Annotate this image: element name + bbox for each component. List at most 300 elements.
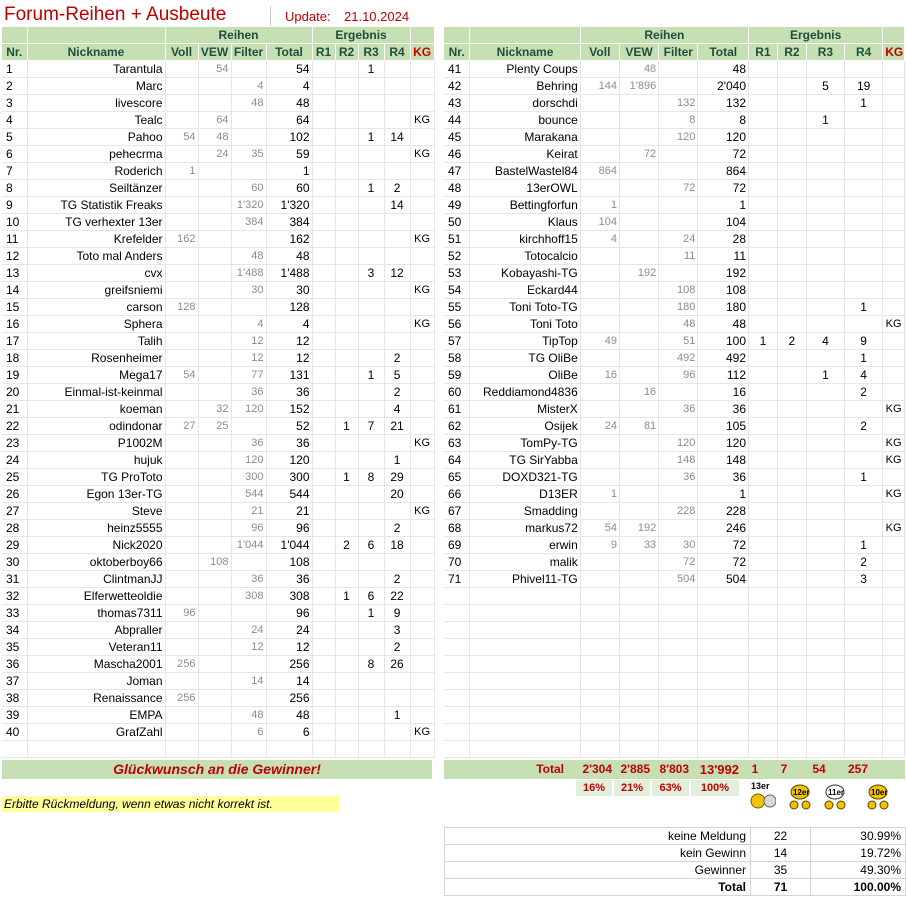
col-r3: R3: [806, 44, 844, 61]
row-voll: 16: [580, 367, 619, 384]
row-r3: [358, 299, 384, 316]
group-ergebnis-header: Ergebnis: [312, 27, 410, 44]
row-vew: [198, 384, 231, 401]
table-row: [2, 605, 434, 622]
row-filter: [659, 197, 698, 214]
row-nickname: thomas7311: [27, 605, 165, 622]
row-r2: [335, 231, 358, 248]
row-vew: [198, 571, 231, 588]
row-voll: [165, 554, 198, 571]
row-r2: [335, 486, 358, 503]
row-r1: [749, 180, 778, 197]
row-kg: [410, 129, 434, 146]
row-voll: [580, 146, 619, 163]
row-r1: [749, 265, 778, 282]
row-kg: KG: [410, 316, 434, 333]
row-nr: 11: [2, 231, 27, 248]
row-r3: [806, 129, 844, 146]
row-total: 28: [698, 231, 749, 248]
row-vew: [198, 622, 231, 639]
row-kg: [410, 401, 434, 418]
row-kg: [883, 418, 905, 435]
row-voll: [165, 571, 198, 588]
row-nickname: Renaissance: [27, 690, 165, 707]
row-kg: [883, 554, 905, 571]
row-r4: 2: [845, 418, 883, 435]
summary-row: keine Meldung 22 30.99%: [445, 828, 906, 845]
row-r1: [312, 163, 335, 180]
row-r4: 9: [384, 605, 410, 622]
row-r4: [845, 61, 883, 78]
row-r3: [806, 486, 844, 503]
table-row: [444, 401, 905, 418]
row-r4: [845, 231, 883, 248]
row-kg: [883, 180, 905, 197]
row-r2: [777, 435, 806, 452]
pct-total: 100%: [691, 780, 739, 796]
row-kg: [410, 520, 434, 537]
row-vew: [198, 452, 231, 469]
row-filter: 120: [231, 452, 266, 469]
row-r3: [358, 214, 384, 231]
row-filter: 228: [659, 503, 698, 520]
row-nr: 6: [2, 146, 27, 163]
row-r1: [312, 469, 335, 486]
table-row: [444, 384, 905, 401]
row-r2: [335, 724, 358, 741]
row-voll: 1: [580, 486, 619, 503]
row-voll: [165, 316, 198, 333]
row-kg: [883, 537, 905, 554]
row-voll: [165, 622, 198, 639]
row-filter: 492: [659, 350, 698, 367]
row-r1: [312, 588, 335, 605]
row-vew: [619, 248, 658, 265]
row-total: 1: [698, 197, 749, 214]
row-voll: 54: [165, 367, 198, 384]
total-r3: 54: [812, 762, 826, 776]
table-body-right: [444, 61, 905, 758]
row-r2: [335, 282, 358, 299]
row-r2: [777, 180, 806, 197]
row-r3: [806, 418, 844, 435]
col-vew: VEW: [198, 44, 231, 61]
row-filter: 120: [231, 401, 266, 418]
total-r4: 257: [847, 762, 869, 776]
row-r1: [312, 384, 335, 401]
row-total: 64: [266, 112, 312, 129]
row-nr: 21: [2, 401, 27, 418]
row-vew: 1'896: [619, 78, 658, 95]
row-r4: [384, 163, 410, 180]
row-kg: [410, 248, 434, 265]
row-r2: [777, 112, 806, 129]
row-vew: [619, 350, 658, 367]
row-filter: 96: [231, 520, 266, 537]
row-vew: [619, 333, 658, 350]
row-r1: [749, 367, 778, 384]
row-r3: [358, 673, 384, 690]
row-r1: [749, 214, 778, 231]
row-kg: [410, 486, 434, 503]
row-nickname: hujuk: [27, 452, 165, 469]
row-r1: [749, 95, 778, 112]
row-nickname: DOXD321-TG: [470, 469, 580, 486]
row-nickname: GrafZahl: [27, 724, 165, 741]
row-vew: [619, 452, 658, 469]
row-voll: [165, 673, 198, 690]
col-filter: Filter: [659, 44, 698, 61]
row-kg: [883, 384, 905, 401]
row-vew: 192: [619, 520, 658, 537]
row-kg: [410, 690, 434, 707]
col-r4: R4: [384, 44, 410, 61]
row-nickname: greifsniemi: [27, 282, 165, 299]
row-voll: [580, 299, 619, 316]
row-r1: [749, 248, 778, 265]
row-kg: KG: [410, 231, 434, 248]
table-row: [2, 367, 434, 384]
row-r2: [335, 129, 358, 146]
row-voll: [580, 129, 619, 146]
row-r2: [335, 639, 358, 656]
row-kg: [410, 214, 434, 231]
row-nickname: Nick2020: [27, 537, 165, 554]
row-r1: [312, 265, 335, 282]
feedback-note: Erbitte Rückmeldung, wenn etwas nicht korrekt ist.: [2, 796, 339, 812]
row-vew: [198, 214, 231, 231]
row-filter: [231, 61, 266, 78]
row-r1: [749, 78, 778, 95]
row-r1: [312, 61, 335, 78]
row-vew: [619, 299, 658, 316]
row-nickname: livescore: [27, 95, 165, 112]
row-nickname: Tealc: [27, 112, 165, 129]
row-filter: [659, 78, 698, 95]
row-nr: 33: [2, 605, 27, 622]
row-total: 102: [266, 129, 312, 146]
row-total: 108: [266, 554, 312, 571]
row-nr: 47: [444, 163, 470, 180]
row-r2: [335, 452, 358, 469]
table-row: [444, 571, 905, 588]
row-r3: [806, 469, 844, 486]
row-total: 492: [698, 350, 749, 367]
row-r1: [312, 486, 335, 503]
row-r3: 1: [806, 367, 844, 384]
row-voll: [165, 724, 198, 741]
row-nickname: Phivel11-TG: [470, 571, 580, 588]
row-kg: [410, 180, 434, 197]
row-filter: 180: [659, 299, 698, 316]
row-r1: [749, 435, 778, 452]
row-vew: 32: [198, 401, 231, 418]
row-nr: 36: [2, 656, 27, 673]
row-kg: [410, 78, 434, 95]
row-nickname: P1002M: [27, 435, 165, 452]
row-nr: 26: [2, 486, 27, 503]
row-r3: [358, 146, 384, 163]
row-vew: 64: [198, 112, 231, 129]
row-vew: [619, 95, 658, 112]
row-vew: [198, 673, 231, 690]
row-nickname: TipTop: [470, 333, 580, 350]
table-row: [2, 231, 434, 248]
row-filter: 24: [659, 231, 698, 248]
row-filter: [231, 163, 266, 180]
row-nr: 9: [2, 197, 27, 214]
table-row: [444, 265, 905, 282]
table-row: [2, 214, 434, 231]
row-r2: [335, 401, 358, 418]
row-nr: 67: [444, 503, 470, 520]
row-kg: [410, 588, 434, 605]
row-filter: 4: [231, 316, 266, 333]
row-kg: KG: [410, 112, 434, 129]
row-r3: [806, 282, 844, 299]
row-nr: 68: [444, 520, 470, 537]
row-nickname: malik: [470, 554, 580, 571]
row-voll: [165, 95, 198, 112]
row-r4: [845, 265, 883, 282]
row-voll: [165, 537, 198, 554]
row-kg: [410, 452, 434, 469]
row-filter: 36: [231, 435, 266, 452]
table-row: [444, 129, 905, 146]
summary-row: kein Gewinn 14 19.72%: [445, 845, 906, 862]
row-r2: [335, 61, 358, 78]
row-nr: 29: [2, 537, 27, 554]
row-r2: [777, 78, 806, 95]
row-r3: [806, 520, 844, 537]
row-total: 72: [698, 146, 749, 163]
row-r4: [384, 724, 410, 741]
row-filter: [659, 214, 698, 231]
row-r2: [335, 367, 358, 384]
row-voll: [580, 401, 619, 418]
col-voll: Voll: [580, 44, 619, 61]
row-voll: [165, 350, 198, 367]
row-r1: [312, 401, 335, 418]
row-r3: [358, 95, 384, 112]
total-r1: 1: [751, 762, 759, 776]
row-r1: [749, 571, 778, 588]
row-r1: [749, 316, 778, 333]
row-filter: 14: [231, 673, 266, 690]
row-vew: [198, 248, 231, 265]
row-r3: 4: [806, 333, 844, 350]
row-r2: 1: [335, 469, 358, 486]
table-row: [444, 180, 905, 197]
row-r2: [335, 316, 358, 333]
row-r4: 2: [384, 180, 410, 197]
row-r3: [358, 724, 384, 741]
row-r4: 9: [845, 333, 883, 350]
col-r3: R3: [358, 44, 384, 61]
col-r2: R2: [777, 44, 806, 61]
row-r2: [777, 129, 806, 146]
row-total: 48: [698, 316, 749, 333]
row-vew: 16: [619, 384, 658, 401]
row-r4: 2: [384, 350, 410, 367]
row-total: 384: [266, 214, 312, 231]
badge-10er-icon: [865, 780, 891, 810]
table-row: [2, 61, 434, 78]
row-r4: 22: [384, 588, 410, 605]
row-voll: [165, 214, 198, 231]
table-row: [444, 112, 905, 129]
row-voll: [580, 384, 619, 401]
congrats-banner: Glückwunsch an die Gewinner!: [2, 760, 432, 779]
row-filter: 48: [231, 95, 266, 112]
row-kg: KG: [883, 401, 905, 418]
row-r4: [384, 333, 410, 350]
row-total: 108: [698, 282, 749, 299]
row-r4: [845, 503, 883, 520]
row-filter: 12: [231, 350, 266, 367]
row-r2: [335, 554, 358, 571]
row-nickname: odindonar: [27, 418, 165, 435]
row-r2: [335, 384, 358, 401]
row-nr: 20: [2, 384, 27, 401]
row-filter: 48: [231, 707, 266, 724]
row-voll: [580, 95, 619, 112]
row-kg: KG: [410, 282, 434, 299]
table-row: [2, 401, 434, 418]
row-r4: 2: [384, 384, 410, 401]
row-r3: 1: [358, 367, 384, 384]
table-row: [444, 333, 905, 350]
row-kg: [883, 282, 905, 299]
row-r4: [384, 673, 410, 690]
row-filter: [231, 299, 266, 316]
row-r2: [335, 95, 358, 112]
row-kg: [410, 656, 434, 673]
row-r4: [845, 180, 883, 197]
row-nickname: Roderich: [27, 163, 165, 180]
row-vew: 108: [198, 554, 231, 571]
row-filter: 120: [659, 435, 698, 452]
row-total: 180: [698, 299, 749, 316]
row-nr: 51: [444, 231, 470, 248]
pct-vew: 21%: [614, 780, 650, 796]
row-total: 96: [266, 520, 312, 537]
row-total: 131: [266, 367, 312, 384]
page-title: Forum-Reihen + Ausbeute: [4, 4, 227, 25]
row-r4: [384, 214, 410, 231]
row-nr: 37: [2, 673, 27, 690]
row-r3: [358, 707, 384, 724]
row-nickname: Pahoo: [27, 129, 165, 146]
row-kg: [410, 707, 434, 724]
row-nickname: Toto mal Anders: [27, 248, 165, 265]
row-total: 152: [266, 401, 312, 418]
row-r3: 1: [358, 61, 384, 78]
table-row: [2, 656, 434, 673]
row-kg: [883, 350, 905, 367]
row-nr: 23: [2, 435, 27, 452]
row-kg: [883, 197, 905, 214]
row-filter: 6: [231, 724, 266, 741]
row-nickname: Totocalcio: [470, 248, 580, 265]
row-r2: [335, 333, 358, 350]
row-total: 100: [698, 333, 749, 350]
update-date: 21.10.2024: [344, 9, 410, 24]
row-r2: [777, 316, 806, 333]
row-nickname: Joman: [27, 673, 165, 690]
row-r4: 1: [384, 707, 410, 724]
row-vew: 25: [198, 418, 231, 435]
row-total: 1: [266, 163, 312, 180]
row-vew: [198, 231, 231, 248]
row-r2: [777, 520, 806, 537]
row-r3: [358, 503, 384, 520]
row-vew: [198, 197, 231, 214]
empty-row: [444, 639, 905, 656]
row-voll: [165, 588, 198, 605]
row-r2: [777, 554, 806, 571]
table-row: [444, 435, 905, 452]
col-kg: KG: [883, 44, 905, 61]
row-voll: 4: [580, 231, 619, 248]
table-row: [2, 384, 434, 401]
row-kg: [883, 367, 905, 384]
row-r3: [806, 554, 844, 571]
row-vew: 192: [619, 265, 658, 282]
table-row: [444, 452, 905, 469]
row-voll: [580, 503, 619, 520]
row-total: 21: [266, 503, 312, 520]
row-r4: [384, 282, 410, 299]
row-r3: 3: [358, 265, 384, 282]
row-vew: [198, 282, 231, 299]
row-nr: 70: [444, 554, 470, 571]
row-r1: [312, 707, 335, 724]
row-r3: [806, 537, 844, 554]
row-r1: [312, 639, 335, 656]
row-vew: [619, 180, 658, 197]
row-voll: [580, 435, 619, 452]
row-filter: 96: [659, 367, 698, 384]
row-r2: [335, 163, 358, 180]
row-r1: [749, 146, 778, 163]
row-total: 48: [266, 248, 312, 265]
row-r2: [777, 418, 806, 435]
row-nr: 54: [444, 282, 470, 299]
table-row: [2, 724, 434, 741]
row-voll: [165, 469, 198, 486]
row-r1: [749, 452, 778, 469]
table-row: [2, 707, 434, 724]
badge-12er-icon: [787, 780, 813, 810]
row-r4: [384, 61, 410, 78]
row-nr: 45: [444, 129, 470, 146]
table-row: [2, 78, 434, 95]
row-vew: [198, 690, 231, 707]
row-filter: [659, 146, 698, 163]
row-r3: [806, 163, 844, 180]
total-voll: 2'304: [582, 762, 612, 776]
row-r3: [358, 486, 384, 503]
row-nickname: Marakana: [470, 129, 580, 146]
table-row: [2, 639, 434, 656]
row-r1: [312, 503, 335, 520]
row-nr: 48: [444, 180, 470, 197]
row-total: 48: [266, 707, 312, 724]
row-r2: [335, 180, 358, 197]
row-vew: [619, 112, 658, 129]
row-nr: 46: [444, 146, 470, 163]
